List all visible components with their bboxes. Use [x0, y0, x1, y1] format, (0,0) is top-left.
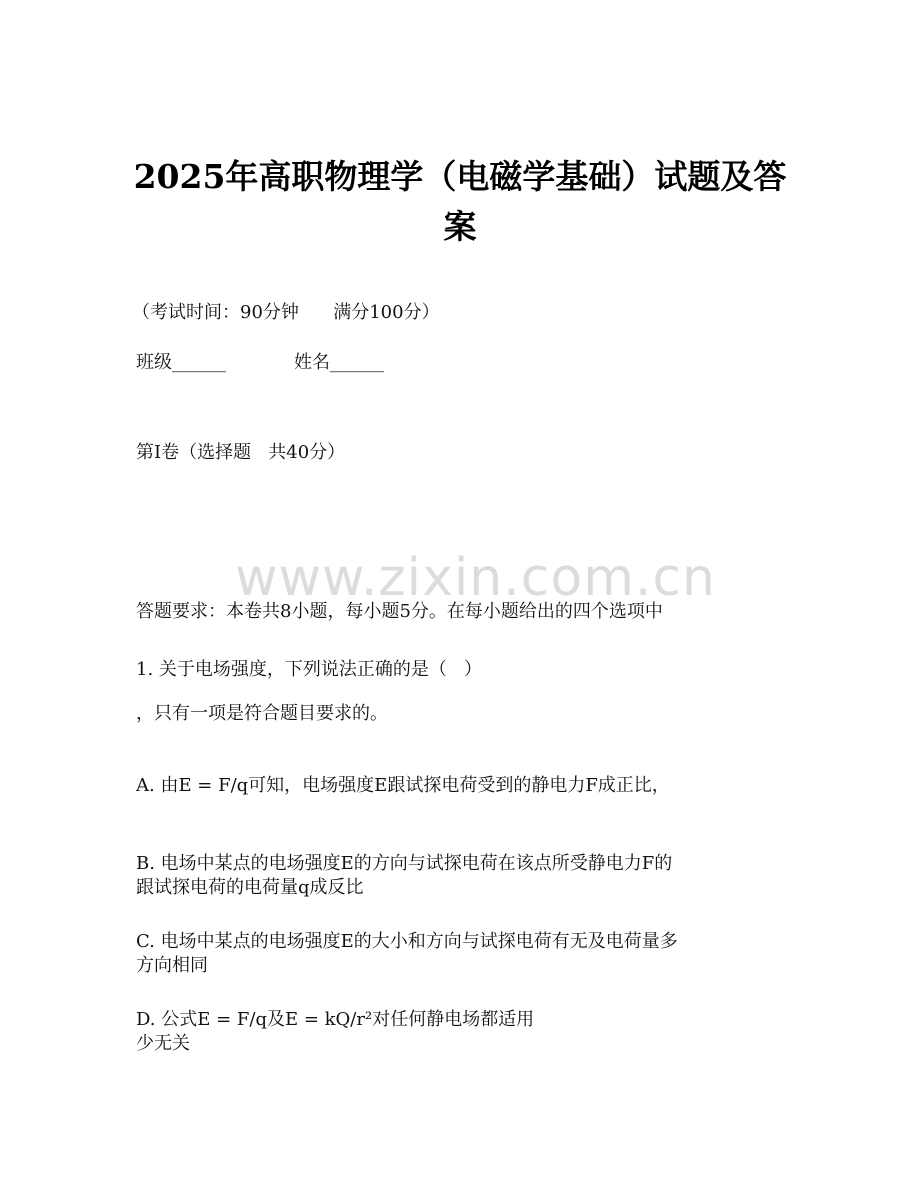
option-d [136, 935, 786, 1105]
option-b-line-1: B. 电场中某点的电场强度E的方向与试探电荷在该点所受静电力F的 [136, 853, 673, 874]
section-heading: 第I卷（选择题 共40分） [136, 442, 346, 463]
name-field-label: 姓名______ [294, 352, 384, 373]
document-title [120, 152, 800, 252]
title-line-1: 2025年高职物理学（电磁学基础）试题及答 [133, 157, 787, 196]
exam-info: （考试时间：90分钟 满分100分） [132, 302, 440, 323]
option-b-line-2: 方向相同 [136, 955, 208, 976]
watermark-text: www.zixin.com.cn [235, 548, 716, 608]
option-c-line-1: C. 电场中某点的电场强度E的大小和方向与试探电荷有无及电荷量多 [136, 931, 678, 952]
option-d-line-1: D. 公式E = F/q及E = kQ/r²对任何静电场都适用 [136, 1009, 535, 1030]
instructions-line-1: 答题要求：本卷共8小题，每小题5分。在每小题给出的四个选项中 [136, 601, 663, 622]
title-line-2: 案 [443, 207, 477, 246]
option-c-line-2: 少无关 [136, 1033, 190, 1054]
instructions-line-2: ，只有一项是符合题目要求的。 [136, 703, 388, 724]
option-a-line-2: 跟试探电荷的电荷量q成反比 [136, 877, 364, 898]
class-field-label: 班级______ [136, 352, 226, 373]
question-stem: 1. 关于电场强度，下列说法正确的是（ ） [136, 659, 483, 680]
option-a-line-1: A. 由E = F/q可知，电场强度E跟试探电荷受到的静电力F成正比， [136, 775, 670, 796]
